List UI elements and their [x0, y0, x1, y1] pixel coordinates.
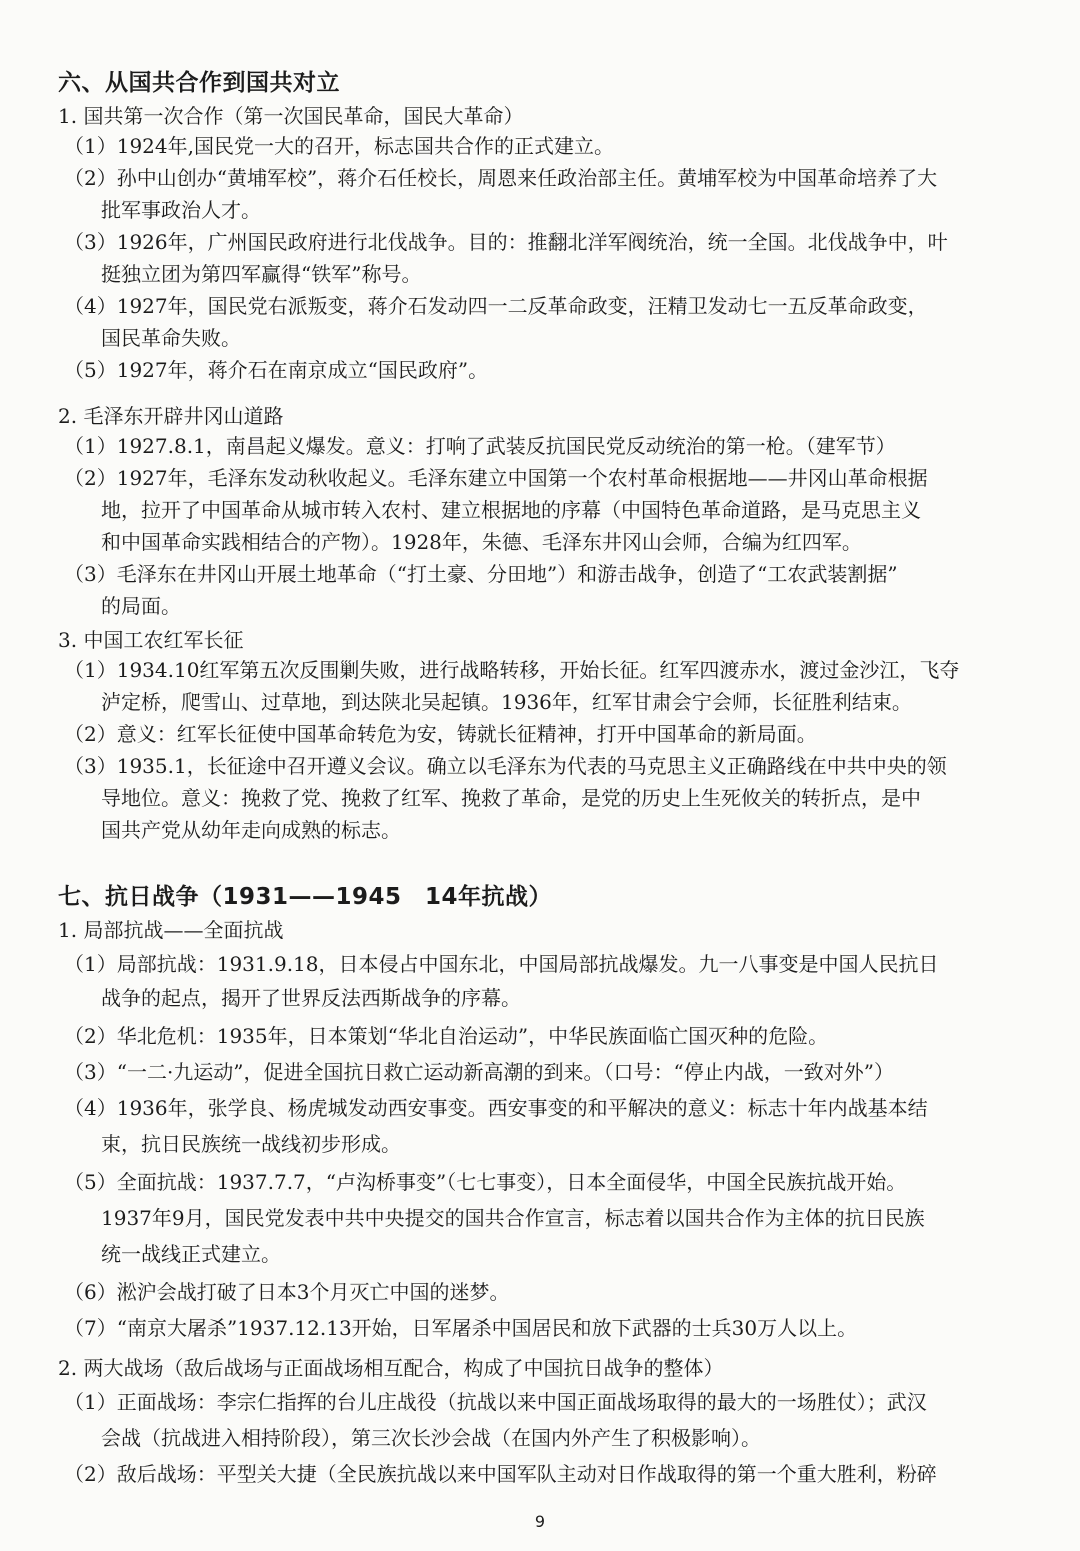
subsection-title: 2. 两大战场（敌后战场与正面战场相互配合，构成了中国抗日战争的整体） [58, 1356, 724, 1380]
text-line: （1）1934.10红军第五次反围剿失败，进行战略转移，开始长征。红军四渡赤水，渡过金沙江，飞夺 [64, 658, 960, 682]
text-line: （2）意义：红军长征使中国革命转危为安，铸就长征精神，打开中国革命的新局面。 [64, 722, 817, 746]
text-line: 泸定桥，爬雪山、过草地，到达陕北吴起镇。1936年，红军甘肃会宁会师，长征胜利结束。 [101, 690, 912, 714]
text-line: （3）“一二·九运动”，促进全国抗日救亡运动新高潮的到来。（口号：“停止内战，一致对外”） [64, 1060, 894, 1084]
text-line: （3）毛泽东在井冈山开展土地革命（“打土豪、分田地”）和游击战争，创造了“工农武装割据” [64, 562, 898, 586]
text-line: （5）1927年，蒋介石在南京成立“国民政府”。 [64, 358, 489, 382]
text-line: （2）华北危机：1935年，日本策划“华北自治运动”，中华民族面临亡国灭种的危险。 [64, 1024, 829, 1048]
subsection-title: 2. 毛泽东开辟井冈山道路 [58, 404, 284, 428]
text-line: （3）1935.1，长征途中召开遵义会议。确立以毛泽东为代表的马克思主义正确路线在中共中央的领 [64, 754, 947, 778]
text-line: （1）1924年,国民党一大的召开，标志国共合作的正式建立。 [64, 134, 614, 158]
text-line: （1）正面战场：李宗仁指挥的台儿庄战役（抗战以来中国正面战场取得的最大的一场胜仗）；武汉 [64, 1390, 927, 1414]
text-line: （4）1936年，张学良、杨虎城发动西安事变。西安事变的和平解决的意义：标志十年内战基本结 [64, 1096, 928, 1120]
text-line: （2）孙中山创办“黄埔军校”，蒋介石任校长，周恩来任政治部主任。黄埔军校为中国革命培养了大 [64, 166, 938, 190]
subsection-title: 1. 国共第一次合作（第一次国民革命，国民大革命） [58, 104, 524, 128]
text-line: 1937年9月，国民党发表中共中央提交的国共合作宣言，标志着以国共合作为主体的抗日民族 [101, 1206, 925, 1230]
text-line: （2）敌后战场：平型关大捷（全民族抗战以来中国军队主动对日作战取得的第一个重大胜利，粉碎 [64, 1462, 937, 1486]
text-line: 国共产党从幼年走向成熟的标志。 [101, 818, 401, 842]
text-line: 的局面。 [101, 594, 181, 618]
text-line: 会战（抗战进入相持阶段），第三次长沙会战（在国内外产生了积极影响）。 [101, 1426, 761, 1450]
text-line: 束，抗日民族统一战线初步形成。 [101, 1132, 401, 1156]
subsection-title: 3. 中国工农红军长征 [58, 628, 244, 652]
text-line: （7）“南京大屠杀”1937.12.13开始，日军屠杀中国居民和放下武器的士兵30万人以上。 [64, 1316, 858, 1340]
text-line: 和中国革命实践相结合的产物）。1928年，朱德、毛泽东井冈山会师，合编为红四军。 [101, 530, 862, 554]
text-line: （5）全面抗战：1937.7.7，“卢沟桥事变”（七七事变），日本全面侵华，中国全民族抗战开始。 [64, 1170, 907, 1194]
section-title: 六、从国共合作到国共对立 [58, 70, 340, 96]
text-line: 战争的起点，揭开了世界反法西斯战争的序幕。 [101, 986, 521, 1010]
subsection-title: 1. 局部抗战——全面抗战 [58, 918, 284, 942]
text-line: （4）1927年，国民党右派叛变，蒋介石发动四一二反革命政变，汪精卫发动七一五反革命政变， [64, 294, 928, 318]
text-line: （1）局部抗战：1931.9.18，日本侵占中国东北，中国局部抗战爆发。九一八事变是中国人民抗日 [64, 952, 939, 976]
text-line: （3）1926年，广州国民政府进行北伐战争。目的：推翻北洋军阀统治，统一全国。北伐战争中，叶 [64, 230, 948, 254]
text-line: 地，拉开了中国革命从城市转入农村、建立根据地的序幕（中国特色革命道路，是马克思主义 [101, 498, 921, 522]
text-line: （2）1927年，毛泽东发动秋收起义。毛泽东建立中国第一个农村革命根据地——井冈山革命根据 [64, 466, 928, 490]
section-title: 七、抗日战争（1931——1945 14年抗战） [58, 884, 553, 910]
text-line: 统一战线正式建立。 [101, 1242, 281, 1266]
text-line: 挺独立团为第四军赢得“铁军”称号。 [101, 262, 422, 286]
page-number: 9 [534, 1512, 546, 1531]
text-line: 批军事政治人才。 [101, 198, 261, 222]
text-line: 国民革命失败。 [101, 326, 241, 350]
text-line: （6）淞沪会战打破了日本3个月灭亡中国的迷梦。 [64, 1280, 510, 1304]
text-line: （1）1927.8.1，南昌起义爆发。意义：打响了武装反抗国民党反动统治的第一枪。（建军节） [64, 434, 896, 458]
text-line: 导地位。意义：挽救了党、挽救了红军、挽救了革命，是党的历史上生死攸关的转折点，是中 [101, 786, 921, 810]
